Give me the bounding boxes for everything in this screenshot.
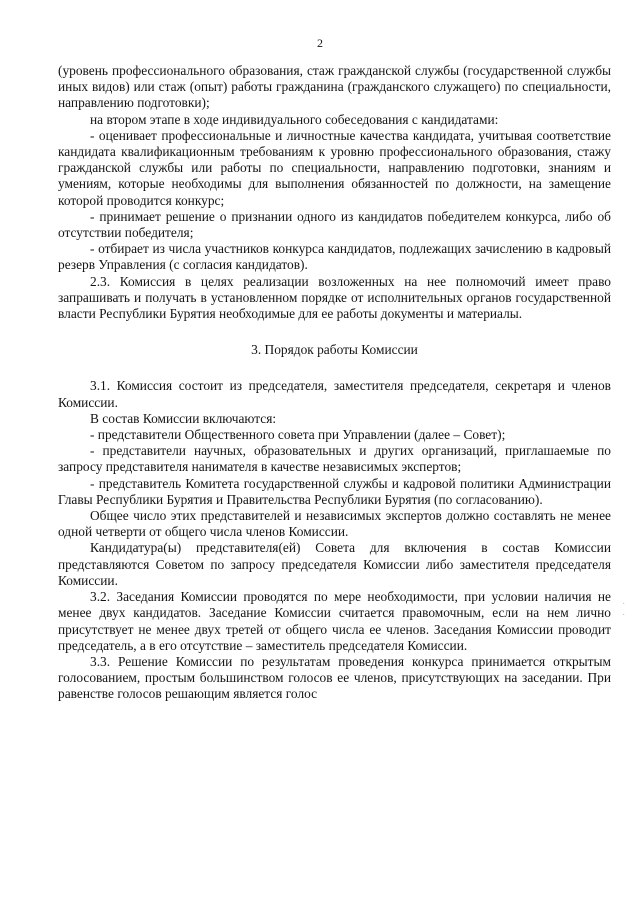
scan-margin-mark: · ·	[622, 598, 626, 620]
list-item-committee-representative: - представитель Комитета государственной службы и кадровой политики Администрации Главы Республики Бурятия и Правительства Республики Бурятия (по согласованию).	[58, 475, 611, 507]
page-number: 2	[317, 36, 323, 50]
list-item-independent-experts: - представители научных, образовательных и других организаций, приглашаемые по запросу представителя нанимателя в качестве независимых экспертов;	[58, 443, 611, 475]
paragraph-2-3: 2.3. Комиссия в целях реализации возложенных на нее полномочий имеет право запрашивать и получать в установленном порядке от исполнительных органов государственной власти Республики Бурятия необходимые для ее работы документы и материалы.	[58, 273, 611, 322]
section-heading: 3. Порядок работы Комиссии	[251, 342, 418, 358]
list-item-council-representatives: - представители Общественного совета при Управлении (далее – Совет);	[90, 427, 506, 443]
paragraph-3-1: 3.1. Комиссия состоит из председателя, заместителя председателя, секретаря и членов Комиссии.	[58, 378, 611, 410]
paragraph-3-3: 3.3. Решение Комиссии по результатам проведения конкурса принимается открытым голосованием, простым большинством голосов ее членов, присутствующих на заседании. При равенстве голосов решающим является голос	[58, 653, 611, 702]
paragraph-second-stage: на втором этапе в ходе индивидуального собеседования с кандидатами:	[90, 111, 499, 127]
paragraph-quarter-rule: Общее число этих представителей и независимых экспертов должно составлять не менее одной четверти от общего числа членов Комиссии.	[58, 508, 611, 540]
list-item-selects-reserve: - отбирает из числа участников конкурса кандидатов, подлежащих зачислению в кадровый резерв Управления (с согласия кандидатов).	[58, 241, 611, 273]
document-body	[58, 63, 611, 703]
paragraph-3-2: 3.2. Заседания Комиссии проводятся по мере необходимости, при условии наличия не менее двух кандидатов. Заседание Комиссии считается правомочным, если на нем лично присутствует не менее двух третей от общего числа ее членов. Заседания Комиссии проводит председатель, а в его отсутствие – заместитель председателя Комиссии.	[58, 589, 611, 653]
paragraph-council-candidates: Кандидатура(ы) представителя(ей) Совета для включения в состав Комиссии представляются Советом по запросу председателя Комиссии либо заместителя председателя Комиссии.	[58, 540, 611, 588]
paragraph-criteria-continued: (уровень профессионального образования, стаж гражданской службы (государственной службы иных видов) или стаж (опыт) работы гражданина (гражданского служащего) по специальности, направлению подготовки);	[58, 63, 611, 111]
list-item-decides-winner: - принимает решение о признании одного из кандидатов победителем конкурса, либо об отсутствии победителя;	[58, 208, 611, 241]
paragraph-composition-intro: В состав Комиссии включаются:	[90, 410, 277, 426]
list-item-evaluates-qualities: - оценивает профессиональные и личностные качества кандидата, учитывая соответствие кандидата квалификационным требованиям к уровню профессионального образования, стажу гражданской службы или работы по специальности, направлению подготовки, знаниям и умениям, которые необходимы для выполнения обязанностей по должности, на замещение которой проводится конкурс;	[58, 127, 611, 208]
